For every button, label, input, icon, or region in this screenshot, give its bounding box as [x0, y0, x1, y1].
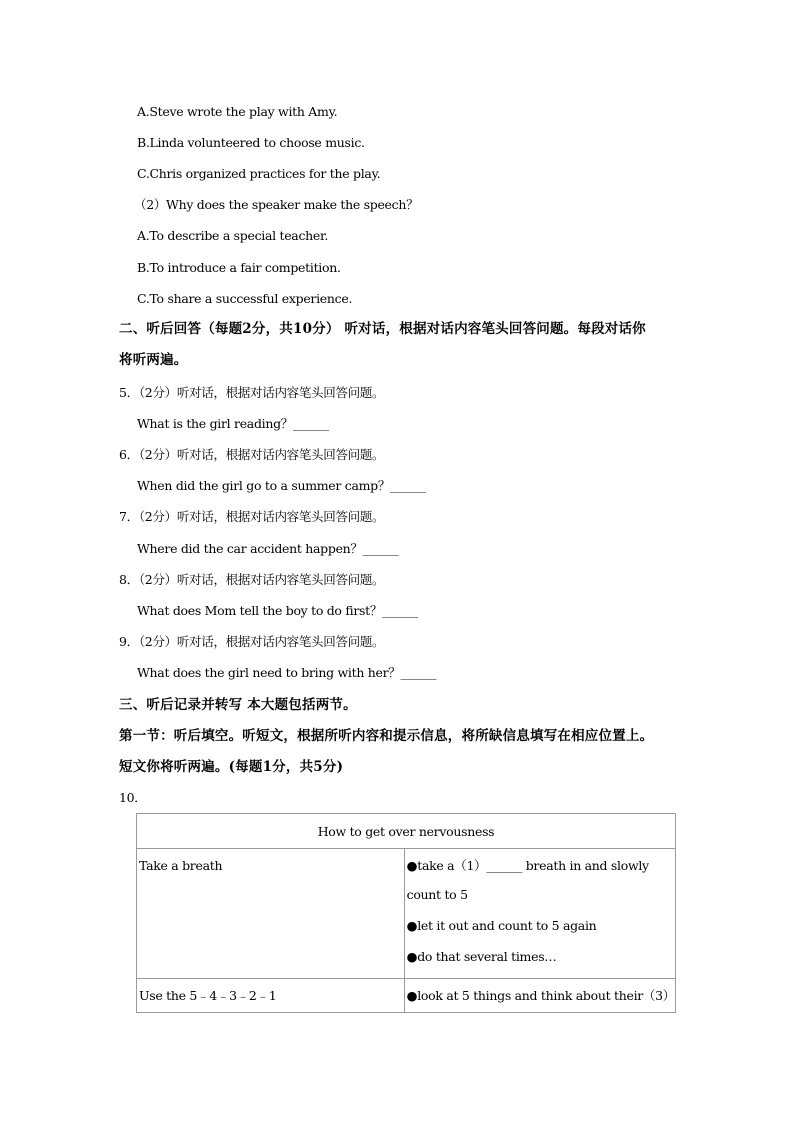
section-3-part1-line2: 短文你将听两遍。(每题1分，共5分) [119, 759, 344, 775]
table-header-row [137, 814, 676, 849]
section-2-heading-line2: 将听两遍。 [119, 352, 188, 368]
item-6-label: 6．（2分）听对话，根据对话内容笔头回答问题。 [119, 447, 385, 462]
table-row [137, 979, 676, 1013]
item-9-question: What does the girl need to bring with her？______ [137, 665, 437, 680]
q2-option-a: A.To describe a special teacher. [137, 228, 328, 243]
option-a: A.Steve wrote the play with Amy. [137, 104, 338, 119]
step-take-breath-cont: count to 5 [406, 887, 468, 902]
option-c: C.Chris organized practices for the play. [137, 166, 381, 181]
step-take-breath: ●take a（1）______ breath in and slowly [406, 858, 649, 873]
section-3-heading: 三、听后记录并转写 本大题包括两节。 [119, 697, 357, 713]
table-row [137, 849, 676, 979]
step-look-at-things: ●look at 5 things and think about their（3） [406, 988, 675, 1003]
item-8-question: What does Mom tell the boy to do first？______ [137, 603, 418, 618]
method-54321: Use the 5﹣4﹣3﹣2﹣1 [139, 988, 277, 1003]
item-10-label: 10． [119, 790, 147, 805]
step-several-times: ●do that several times… [406, 949, 557, 964]
item-8-label: 8．（2分）听对话，根据对话内容笔头回答问题。 [119, 572, 385, 587]
table-cell-steps [404, 979, 675, 1013]
item-9-label: 9．（2分）听对话，根据对话内容笔头回答问题。 [119, 634, 385, 649]
method-take-breath: Take a breath [139, 858, 223, 873]
section-2-heading-line1: 二、听后回答（每题2分，共10分） 听对话，根据对话内容笔头回答问题。每段对话你 [119, 321, 646, 337]
option-b: B.Linda volunteered to choose music. [137, 135, 365, 150]
q2-option-c: C.To share a successful experience. [137, 291, 353, 306]
question-2-stem: （2）Why does the speaker make the speech？ [134, 197, 419, 212]
item-7-question: Where did the car accident happen？______ [137, 541, 399, 556]
item-7-label: 7．（2分）听对话，根据对话内容笔头回答问题。 [119, 509, 385, 524]
item-6-question: When did the girl go to a summer camp？______ [137, 478, 426, 493]
table-cell-steps [404, 849, 675, 979]
section-3-part1-line1: 第一节：听后填空。听短文，根据所听内容和提示信息，将所缺信息填写在相应位置上。 [119, 728, 654, 744]
q2-option-b: B.To introduce a fair competition. [137, 260, 341, 275]
table-cell-method [137, 979, 405, 1013]
item-5-question: What is the girl reading？______ [137, 416, 329, 431]
item-5-label: 5．（2分）听对话，根据对话内容笔头回答问题。 [119, 385, 385, 400]
nervousness-table [136, 813, 676, 1013]
table-cell-method [137, 849, 405, 979]
step-let-out: ●let it out and count to 5 again [406, 918, 597, 933]
table-title: How to get over nervousness [137, 814, 676, 849]
